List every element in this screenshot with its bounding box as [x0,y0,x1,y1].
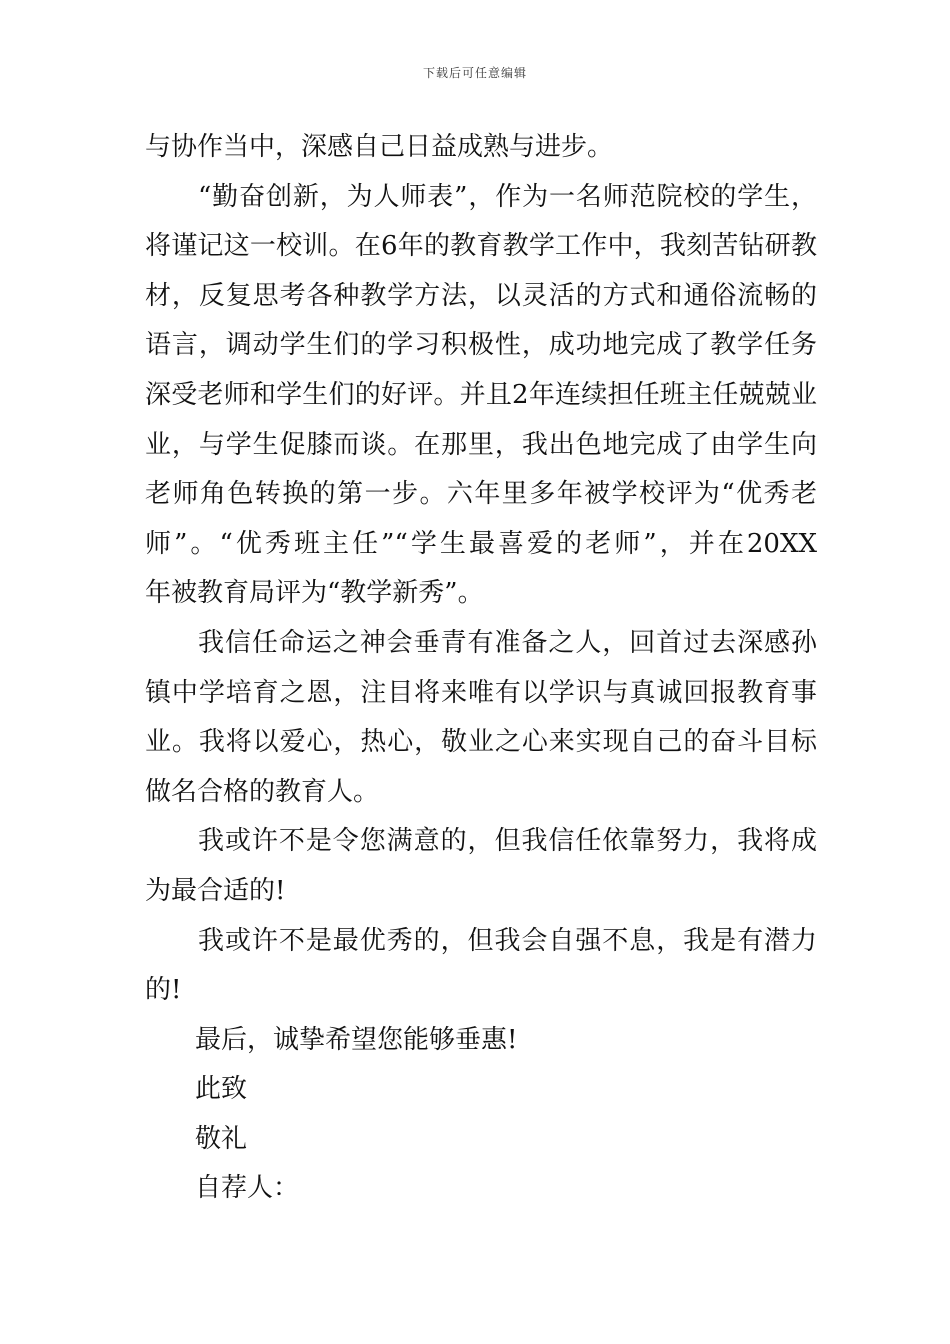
text-line: 镇中学培育之恩，注目将来唯有以学识与真诚回报教育事 [145,677,817,708]
signature-line: 自荐人： [195,1173,300,1204]
text-line: 我或许不是最优秀的，但我会自强不息，我是有潜力 [198,925,817,956]
text-line: 与协作当中，深感自己日益成熟与进步。 [145,132,614,162]
text-line: 做名合格的教育人。 [145,776,380,807]
text-line: 我或许不是令您满意的，但我信任依靠努力，我将成 [198,826,817,857]
text-line: 老师角色转换的第一步。六年里多年被学校评为“优秀老 [145,479,817,510]
letter-body [145,123,817,1214]
closing-line: 最后，诚挚希望您能够垂惠! [195,1024,518,1055]
page-header: 下载后可任意编辑 [422,66,527,80]
text-line: 为最合适的! [145,875,286,906]
text-line: 年被教育局评为“教学新秀”。 [145,578,484,609]
text-line: 业。我将以爱心，热心，敬业之心来实现自己的奋斗目标 [145,727,817,758]
text-line: 的! [145,975,182,1006]
text-line: 将谨记这一校训。在6年的教育教学工作中，我刻苦钻研教 [145,231,817,262]
text-line: 师”。“优秀班主任”“学生最喜爱的老师”，并在20XX [145,528,817,559]
text-line: 语言，调动学生们的学习积极性，成功地完成了教学任务 [145,330,817,361]
text-line: 业，与学生促膝而谈。在那里，我出色地完成了由学生向 [145,429,817,460]
text-line: 深受老师和学生们的好评。并且2年连续担任班主任兢兢业 [145,379,817,410]
salutation-line: 敬礼 [195,1123,248,1154]
text-line: 我信任命运之神会垂青有准备之人，回首过去深感孙 [198,627,817,658]
text-line: 材，反复思考各种教学方法，以灵活的方式和通俗流畅的 [145,280,817,311]
text-line: “勤奋创新，为人师表”，作为一名师范院校的学生， [198,181,817,212]
salutation-line: 此致 [195,1074,248,1105]
